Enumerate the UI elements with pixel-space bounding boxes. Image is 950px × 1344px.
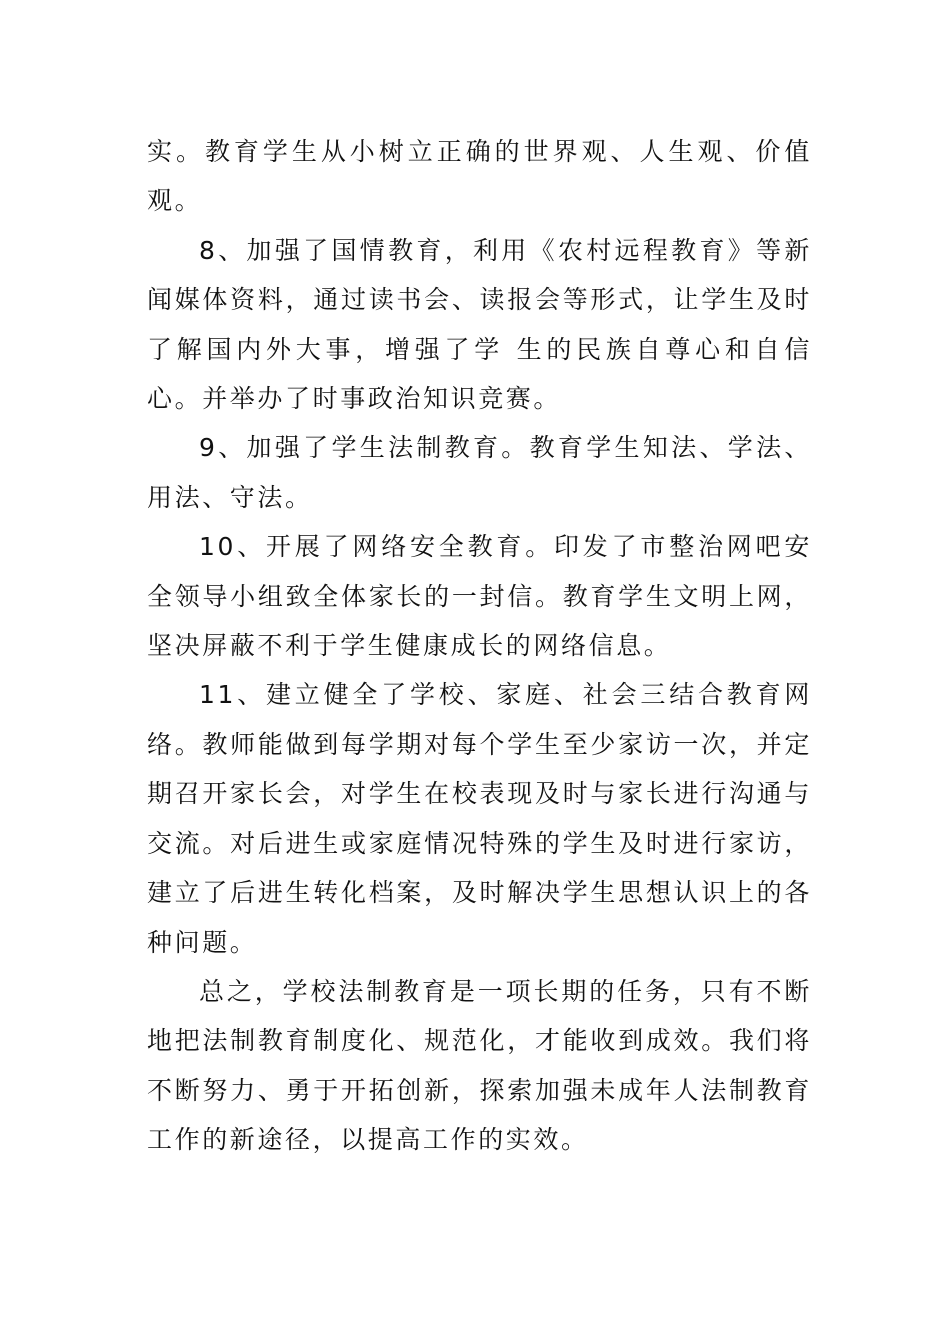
paragraph-item-11: 11、建立健全了学校、家庭、社会三结合教育网络。教师能做到每学期对每个学生至少家访一次，并定期召开家长会，对学生在校表现及时与家长进行沟通与交流。对后进生或家庭情况特殊的学生及时进行家访，建立了后进生转化档案，及时解决学生思想认识上的各种问题。 <box>147 680 812 957</box>
paragraph-conclusion: 总之，学校法制教育是一项长期的任务，只有不断地把法制教育制度化、规范化，才能收到成效。我们将不断努力、勇于开拓创新，探索加强未成年人法制教育工作的新途径，以提高工作的实效。 <box>147 976 812 1155</box>
document-body <box>147 127 812 1165</box>
paragraph-continuation: 实。教育学生从小树立正确的世界观、人生观、价值观。 <box>147 137 812 216</box>
paragraph-item-10: 10、开展了网络安全教育。印发了市整治网吧安全领导小组致全体家长的一封信。教育学生文明上网，坚决屏蔽不利于学生健康成长的网络信息。 <box>147 532 812 661</box>
paragraph-item-8: 8、加强了国情教育，利用《农村远程教育》等新闻媒体资料，通过读书会、读报会等形式，让学生及时了解国内外大事，增强了学 生的民族自尊心和自信心。并举办了时事政治知识竞赛。 <box>147 235 812 414</box>
paragraph-item-9: 9、加强了学生法制教育。教育学生知法、学法、用法、守法。 <box>147 433 812 512</box>
